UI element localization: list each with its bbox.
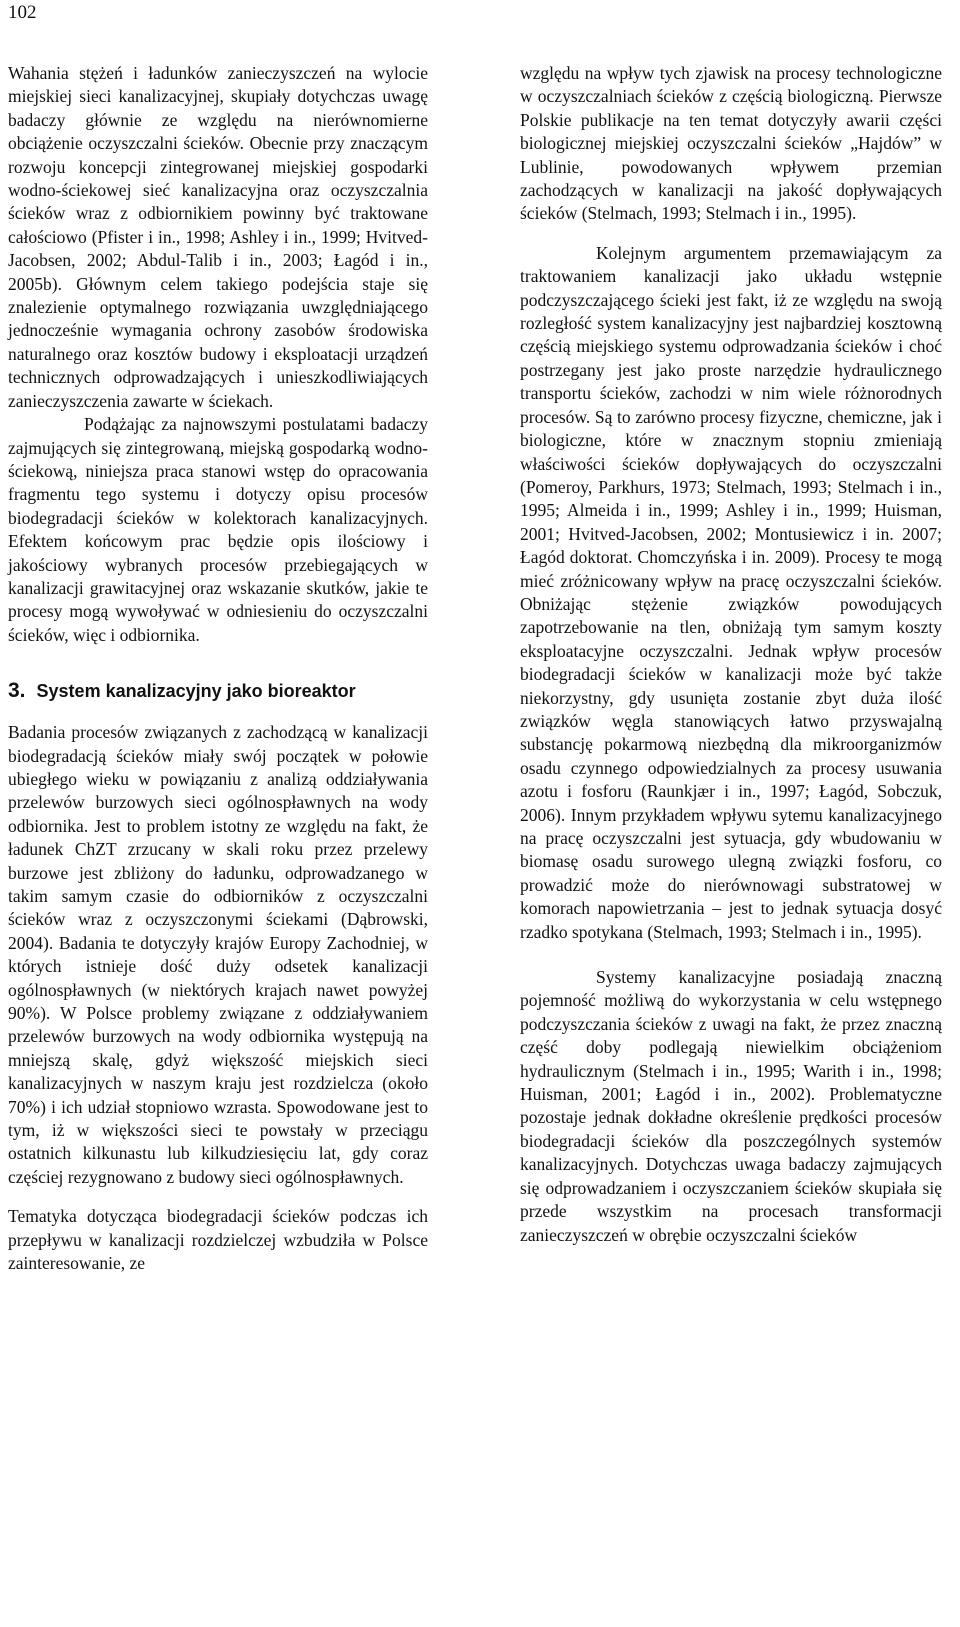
paragraph-4: Tematyka dotycząca biodegradacji ścieków podczas ich przepływu w kanalizacji rozdzielczej wzbudziła w Polsce zainteresowanie, ze [8, 1206, 428, 1274]
paragraph-1: Wahania stężeń i ładunków zanieczyszczeń na wylocie miejskiej sieci kanalizacyjnej, skupiały dotychczas uwagę badaczy głównie ze względu na nierównomierne obciążenie oczyszczalni ścieków. Obecnie przy znaczącym rozwoju koncepcji zintegrowanej miejskiej gospodarki wodno-ściekowej sieć kanalizacyjna oraz oczyszczalnia ścieków wraz z odbiornikiem powinny być traktowane całościowo (Pfister i in., 1998; Ashley i in., 1999; Hvitved-Jacobsen, 2002; Abdul-Talib i in., 2003; Łagód i in., 2005b). Głównym celem takiego podejścia staje się znalezienie optymalnego rozwiązania uwzględniającego jednocześnie wymagania ochrony zasobów środowiska naturalnego oraz kosztów budowy i eksploatacji urządzeń technicznych odprowadzających i unieszkodliwiających zanieczyszczenia zawarte w ściekach. [8, 63, 428, 411]
paragraph-3: Badania procesów związanych z zachodzącą w kanalizacji biodegradacją ścieków miały swój początek w połowie ubiegłego wieku w powiązaniu z analizą oddziaływania przelewów burzowych sieci ogólnospławnych na wody odbiornika. Jest to problem istotny ze względu na fakt, że ładunek ChZT zrzucany w skali roku przez przelewy burzowe jest zbliżony do ładunku, odprowadzanego w takim samym czasie do odbiorników z oczyszczalni ścieków wraz z oczyszczonymi ściekami (Dąbrowski, 2004). Badania te dotyczyły krajów Europy Zachodniej, w których istnieje dość duży odsetek kanalizacji ogólnospławnych (w niektórych krajach nawet powyżej 90%). W Polsce problemy związane z oddziaływaniem przelewów burzowych na wody odbiornika występują na mniejszą skalę, gdyż większość miejskich sieci kanalizacyjnych w naszym kraju jest rozdzielcza (około 70%) i ich udział stopniowo wzrasta. Spowodowane jest to tym, iż w większości sieci te powstały w przeciągu ostatnich kilkunastu lub kilkudziesięciu lat, gdy coraz częściej rezygnowano z budowy sieci ogólnospławnych. [8, 722, 428, 1187]
page-number: 102 [8, 2, 37, 23]
section-heading [8, 679, 428, 703]
left-column [8, 62, 428, 1276]
right-column [520, 62, 942, 1247]
paragraph-2: Podążając za najnowszymi postulatami badaczy zajmujących się zintegrowaną, miejską gospodarką wodno-ściekową, niniejsza praca stanowi wstęp do opracowania fragmentu tego systemu i dotyczy opisu procesów biodegradacji ścieków w kolektorach kanalizacyjnych. Efektem końcowym prac będzie opis ilościowy i jakościowy wybranych procesów przebiegających w kanalizacji grawitacyjnej oraz wskazanie skutków, jakie te procesy mogą wywoływać w odniesieniu do oczyszczalni ścieków, więc i odbiornika. [8, 414, 428, 645]
paragraph-5: względu na wpływ tych zjawisk na procesy technologiczne w oczyszczalniach ścieków z częścią biologiczną. Pierwsze Polskie publikacje na ten temat dotyczyły awarii części biologicznej miejskiej oczyszczalni ścieków „Hajdów” w Lublinie, powodowanych wpływem przemian zachodzących w kanalizacji na jakość dopływających ścieków (Stelmach, 1993; Stelmach i in., 1995). [520, 63, 942, 224]
section-title: System kanalizacyjny jako bioreaktor [36, 681, 356, 702]
section-number: 3. [8, 679, 26, 703]
paragraph-7: Systemy kanalizacyjne posiadają znaczną pojemność możliwą do wykorzystania w celu wstępnego podczyszczania ścieków z uwagi na fakt, że przez znaczną część doby podlegają niewielkim obciążeniom hydraulicznym (Stelmach i in., 1995; Warith i in., 1998; Huisman, 2001; Łagód i in., 2002). Problematyczne pozostaje jednak dokładne określenie prędkości procesów biodegradacji ścieków dla poszczególnych systemów kanalizacyjnych. Dotychczas uwaga badaczy zajmujących się odprowadzaniem i oczyszczaniem ścieków skupiała się przede wszystkim na procesach transformacji zanieczyszczeń w obrębie oczyszczalni ścieków [520, 967, 942, 1245]
paragraph-6: Kolejnym argumentem przemawiającym za traktowaniem kanalizacji jako układu wstępnie podczyszczającego ścieki jest fakt, iż ze względu na swoją rozległość system kanalizacyjny jest najbardziej kosztowną częścią miejskiego systemu odprowadzania ścieków i choć postrzegany jest jako proste narzędzie hydraulicznego transportu ścieków, zachodzi w nim wiele różnorodnych procesów. Są to zarówno procesy fizyczne, chemiczne, jak i biologiczne, które w znacznym stopniu zmieniają właściwości ścieków dopływających do oczyszczalni (Pomeroy, Parkhurs, 1973; Stelmach, 1993; Stelmach i in., 1995; Almeida i in., 1999; Ashley i in., 1999; Huisman, 2001; Hvitved-Jacobsen, 2002; Montusiewicz i in. 2007; Łagód doktorat. Chomczyńska i in. 2009). Procesy te mogą mieć zróżnicowany wpływ na pracę oczyszczalni ścieków. Obniżając stężenie związków powodujących zapotrzebowanie na tlen, obniżają tym samym koszty eksploatacyjne oczyszczalni. Jednak wpływ procesów biodegradacji ścieków w kanalizacji może być także niekorzystny, gdy usunięta zostanie zbyt duża ilość związków węgla stanowiących łatwo przyswajalną substancję pokarmową niezbędną dla mikroorganizmów osadu czynnego odpowiedzialnych za procesy usuwania azotu i fosforu (Raunkjær i in., 1997; Łagód, Sobczuk, 2006). Innym przykładem wpływu sytemu kanalizacyjnego na pracę oczyszczalni jest sytuacja, gdy wbudowaniu w biomasę osadu surowego ulegną związki fosforu, co prowadzić może do nierównowagi substratowej w komorach napowietrzania – jest to jednak sytuacja dosyć rzadko spotykana (Stelmach, 1993; Stelmach i in., 1995). [520, 242, 942, 942]
